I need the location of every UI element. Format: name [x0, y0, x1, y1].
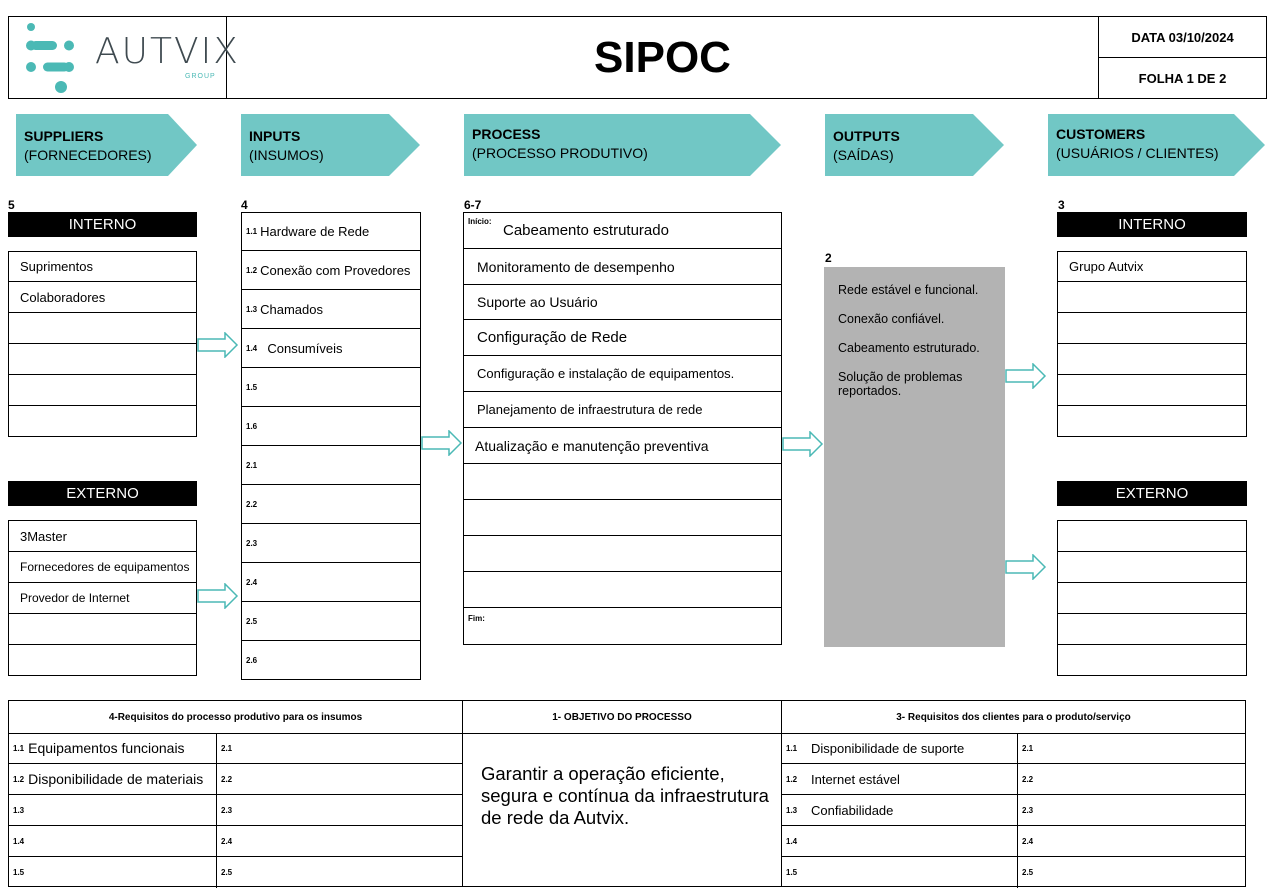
outputs-subtitle: (SAÍDAS): [833, 147, 894, 163]
input-row: [241, 329, 421, 368]
list-item: Suprimentos: [8, 251, 197, 282]
customer-requirements: [782, 701, 1245, 886]
requirements-table: [8, 700, 1246, 887]
outputs-header: [825, 114, 1005, 176]
input-row: [241, 290, 421, 329]
input-row: [241, 251, 421, 290]
process-subtitle: (PROCESSO PRODUTIVO): [472, 145, 648, 161]
table-row: [9, 764, 216, 795]
table-row: [9, 826, 216, 857]
row-number: 1.3: [246, 304, 258, 314]
table-row: [1018, 733, 1245, 764]
row-label: Confiabilidade: [811, 802, 894, 818]
header: [8, 16, 1267, 99]
inputs-header: [241, 114, 421, 176]
output-item: Rede estável e funcional.: [838, 283, 979, 297]
process-step: [463, 464, 782, 500]
row-number: 2.3: [1022, 805, 1034, 815]
table-row: [9, 857, 216, 888]
list-item: [1057, 406, 1247, 437]
list-item: Provedor de Internet: [8, 583, 197, 614]
list-item: [1057, 344, 1247, 375]
suppliers-external-list: [8, 520, 197, 676]
suppliers-internal-label: INTERNO: [8, 212, 197, 237]
input-row: [241, 524, 421, 563]
table-row: [217, 733, 462, 764]
table-row: [9, 733, 216, 764]
row-number: 2.6: [246, 655, 258, 665]
row-number: 1.1: [246, 227, 258, 236]
customers-count: 3: [1058, 198, 1065, 212]
table-row: [782, 733, 1017, 764]
row-number: 1.5: [786, 868, 798, 877]
suppliers-internal-list: [8, 251, 197, 437]
row-number: 1.1: [786, 743, 798, 753]
outputs-count: 2: [825, 251, 832, 265]
arrow-right-icon: [197, 332, 239, 358]
list-item: [8, 313, 197, 344]
list-item: Fornecedores de equipamentos: [8, 552, 197, 583]
title-cell: [227, 17, 1099, 98]
row-number: 1.4: [13, 836, 25, 846]
logo-subtitle: GROUP: [185, 73, 216, 80]
process-objective: [463, 701, 782, 886]
list-item: [1057, 282, 1247, 313]
end-label: Fim:: [468, 614, 485, 623]
process-list: [463, 212, 782, 645]
customer-req-col-2: [1018, 733, 1245, 888]
suppliers-title: SUPPLIERS: [24, 128, 104, 144]
step-label: Cabeamento estruturado: [503, 222, 669, 239]
table-row: [782, 826, 1017, 857]
input-row: [241, 407, 421, 446]
objective-title: 1- OBJETIVO DO PROCESSO: [463, 701, 781, 734]
row-label: Disponibilidade de suporte: [811, 740, 965, 756]
row-number: 2.1: [246, 460, 258, 470]
process-step: Atualização e manutenção preventiva: [463, 428, 782, 464]
list-item: [8, 344, 197, 375]
arrow-right-icon: [1005, 554, 1047, 580]
row-number: 2.4: [1022, 836, 1034, 846]
row-label: Disponibilidade de materiais: [28, 771, 204, 787]
input-row: [241, 485, 421, 524]
process-step: Planejamento de infraestrutura de rede: [463, 392, 782, 428]
logo-cell: [9, 17, 240, 98]
table-row: [217, 764, 462, 795]
process-step: [463, 212, 782, 249]
customer-req-col-1: [782, 733, 1018, 888]
process-step: [463, 572, 782, 608]
list-item: Grupo Autvix: [1057, 251, 1247, 282]
process-step: Suporte ao Usuário: [463, 285, 782, 320]
page-title: SIPOC: [594, 32, 731, 82]
list-item: [8, 645, 197, 676]
table-row: [217, 826, 462, 857]
row-label: Conexão com Provedores: [260, 262, 411, 278]
autvix-logo-icon: [23, 21, 83, 97]
row-number: 1.3: [13, 805, 25, 815]
customers-external-label: EXTERNO: [1057, 481, 1247, 506]
customers-external-list: [1057, 520, 1247, 676]
row-number: 1.5: [13, 868, 25, 877]
row-number: 1.1: [13, 743, 25, 753]
input-requirements-title: 4-Requisitos do processo produtivo para os insumos: [9, 701, 462, 734]
suppliers-count: 5: [8, 198, 15, 212]
row-number: 2.1: [221, 743, 233, 753]
list-item: [8, 375, 197, 406]
chevron-shape: [16, 114, 198, 176]
arrow-right-icon: [1005, 363, 1047, 389]
row-number: 2.2: [221, 774, 233, 784]
row-number: 2.3: [221, 805, 233, 815]
table-row: [782, 857, 1017, 888]
logo-wordmark: AUTVIX: [95, 31, 240, 72]
row-number: 1.3: [786, 805, 798, 815]
row-number: 2.2: [1022, 774, 1034, 784]
process-step: Configuração de Rede: [463, 320, 782, 356]
process-step: [463, 536, 782, 572]
output-item: Solução de problemas reportados.: [838, 370, 963, 398]
row-number: 2.1: [1022, 743, 1034, 753]
table-row: [1018, 857, 1245, 888]
list-item: [1057, 552, 1247, 583]
inputs-count: 4: [241, 198, 248, 212]
row-number: 1.6: [246, 421, 258, 431]
arrow-right-icon: [421, 430, 463, 456]
row-label: Hardware de Rede: [260, 224, 370, 239]
sheet-label: FOLHA 1 DE 2: [1138, 70, 1227, 86]
input-row: [241, 368, 421, 407]
table-row: [782, 764, 1017, 795]
row-label: Equipamentos funcionais: [28, 740, 185, 756]
start-label: Início:: [468, 217, 492, 226]
suppliers-header: [16, 114, 198, 176]
output-item: Cabeamento estruturado.: [838, 341, 980, 355]
customers-internal-label: INTERNO: [1057, 212, 1247, 237]
list-item: [8, 406, 197, 437]
table-row: [9, 795, 216, 826]
chevron-shape: [825, 114, 1005, 176]
list-item: [1057, 645, 1247, 676]
outputs-box: [824, 267, 1005, 647]
output-item: Conexão confiável.: [838, 312, 945, 326]
arrow-right-icon: [197, 583, 239, 609]
row-label: Internet estável: [811, 771, 900, 787]
row-number: 2.2: [246, 499, 258, 509]
input-req-col-1: [9, 733, 217, 888]
table-row: [1018, 764, 1245, 795]
list-item: [8, 614, 197, 645]
objective-text: Garantir a operação eficiente, segura e contínua da infraestrutura de rede da Autvix.: [481, 763, 769, 828]
list-item: 3Master: [8, 520, 197, 552]
list-item: [1057, 375, 1247, 406]
customers-internal-list: [1057, 251, 1247, 437]
inputs-subtitle: (INSUMOS): [249, 147, 324, 163]
row-number: 1.4: [786, 836, 798, 846]
list-item: [1057, 520, 1247, 552]
row-number: 2.5: [1022, 868, 1034, 877]
input-row: [241, 602, 421, 641]
table-row: [1018, 826, 1245, 857]
inputs-title: INPUTS: [249, 128, 301, 144]
arrow-right-icon: [782, 431, 824, 457]
process-title: PROCESS: [472, 126, 541, 142]
customer-requirements-title: 3- Requisitos dos clientes para o produto/serviço: [782, 701, 1245, 734]
suppliers-subtitle: (FORNECEDORES): [24, 147, 152, 163]
row-number: 2.5: [221, 868, 233, 877]
row-number: 2.4: [246, 577, 258, 587]
input-row: [241, 641, 421, 680]
row-number: 1.4: [246, 343, 258, 353]
row-number: 1.2: [246, 265, 258, 275]
row-number: 1.2: [786, 774, 798, 784]
list-item: [1057, 313, 1247, 344]
list-item: Colaboradores: [8, 282, 197, 313]
input-req-col-2: [217, 733, 462, 888]
row-number: 1.2: [13, 774, 25, 784]
row-number: 2.4: [221, 836, 233, 846]
table-row: [217, 857, 462, 888]
row-number: 2.3: [246, 538, 258, 548]
suppliers-external-label: EXTERNO: [8, 481, 197, 506]
chevron-shape: [241, 114, 421, 176]
outputs-title: OUTPUTS: [833, 128, 900, 144]
process-step: [463, 608, 782, 645]
customers-subtitle: (USUÁRIOS / CLIENTES): [1056, 145, 1219, 161]
date-label: DATA 03/10/2024: [1099, 17, 1266, 58]
customers-header: [1048, 114, 1266, 176]
process-step: [463, 500, 782, 536]
list-item: [1057, 614, 1247, 645]
table-row: [782, 795, 1017, 826]
process-header: [464, 114, 782, 176]
table-row: [1018, 795, 1245, 826]
process-count: 6-7: [464, 198, 482, 212]
row-number: 2.5: [246, 616, 258, 626]
input-row: [241, 212, 421, 251]
process-step: Monitoramento de desempenho: [463, 249, 782, 285]
table-row: [217, 795, 462, 826]
inputs-list: [241, 212, 421, 680]
input-row: [241, 563, 421, 602]
list-item: [1057, 583, 1247, 614]
input-row: [241, 446, 421, 485]
row-number: 1.5: [246, 382, 258, 392]
row-label: Chamados: [260, 301, 323, 317]
customers-title: CUSTOMERS: [1056, 126, 1146, 142]
input-requirements: [9, 701, 463, 886]
row-label: Consumíveis: [260, 340, 343, 356]
process-step: Configuração e instalação de equipamentos.: [463, 356, 782, 392]
